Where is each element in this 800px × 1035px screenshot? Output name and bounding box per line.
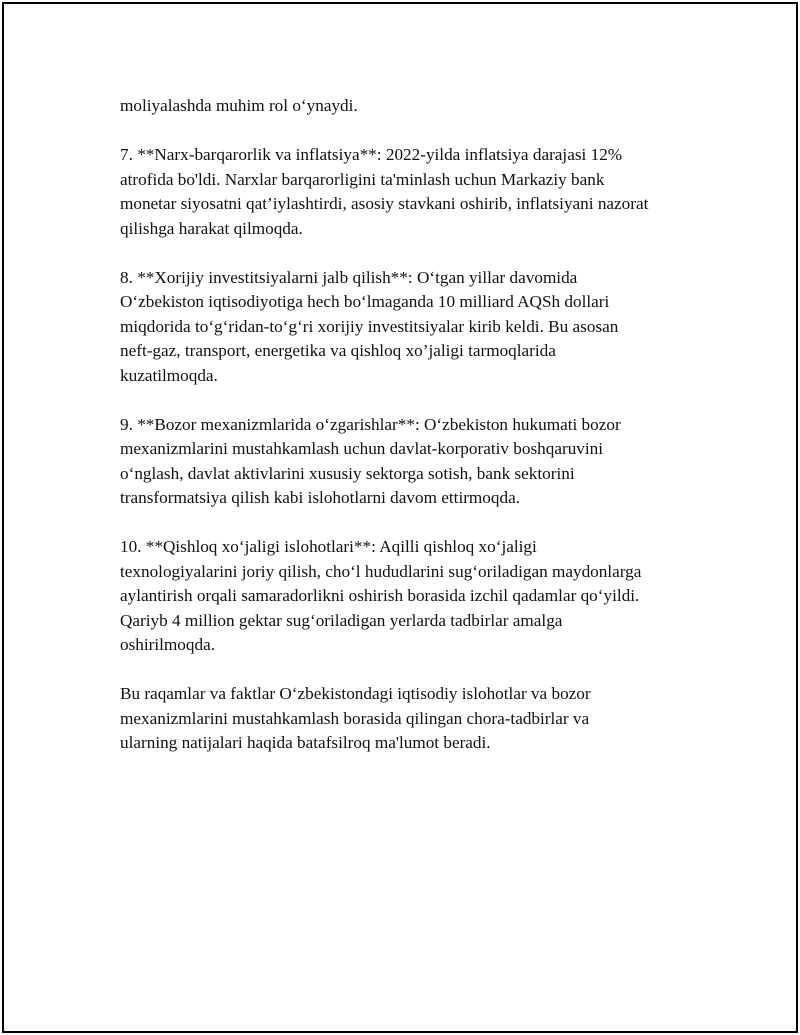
- document-body: [120, 94, 692, 780]
- paragraph-market-mechanisms: 9. **Bozor mexanizmlarida o‘zgarishlar**: O‘zbekiston hukumati bozor mexanizmlarini mustahkamlash uchun davlat-korporativ boshqaruvini o‘nglash, davlat aktivlarini xususiy sektorga sotish, bank sektorini transformatsiya qilish kabi islohotlarni davom ettirmoqda.: [120, 414, 621, 507]
- document-page: [2, 2, 798, 1033]
- paragraph-foreign-investment: 8. **Xorijiy investitsiyalarni jalb qilish**: O‘tgan yillar davomida O‘zbekiston iqtisodiyotiga hech bo‘lmaganda 10 milliard AQSh dollari miqdorida to‘g‘ridan-to‘g‘ri xorijiy investitsiyalar kirib keldi. Bu asosan neft-gaz, transport, energetika va qishloq xo’jaligi tarmoqlarida kuzatilmoqda.: [120, 267, 619, 385]
- paragraph-inflation: 7. **Narx-barqarorlik va inflatsiya**: 2022-yilda inflatsiya darajasi 12% atrofida bo'ldi. Narxlar barqarorligini ta'minlash uchun Markaziy bank monetar siyosatni qat’iylashtirdi, asosiy stavkani oshirib, inflatsiyani nazorat qilishga harakat qilmoqda.: [120, 145, 649, 238]
- paragraph-conclusion: Bu raqamlar va faktlar O‘zbekistondagi iqtisodiy islohotlar va bozor mexanizmlarini mustahkamlash borasida qilingan chora-tadbirlar va ularning natijalari haqida batafsilroq ma'lumot beradi.: [120, 684, 591, 752]
- paragraph-agriculture-reforms: 10. **Qishloq xo‘jaligi islohotlari**: Aqilli qishloq xo‘jaligi texnologiyalarini joriy qilish, cho‘l hududlarini sug‘oriladigan maydonlarga aylantirish orqali samaradorlikni oshirish borasida izchil qadamlar qo‘yildi. Qariyb 4 million gektar sug‘oriladigan yerlarda tadbirlar amalga oshirilmoqda.: [120, 537, 642, 654]
- paragraph-continuation: moliyalashda muhim rol o‘ynaydi.: [120, 96, 358, 115]
